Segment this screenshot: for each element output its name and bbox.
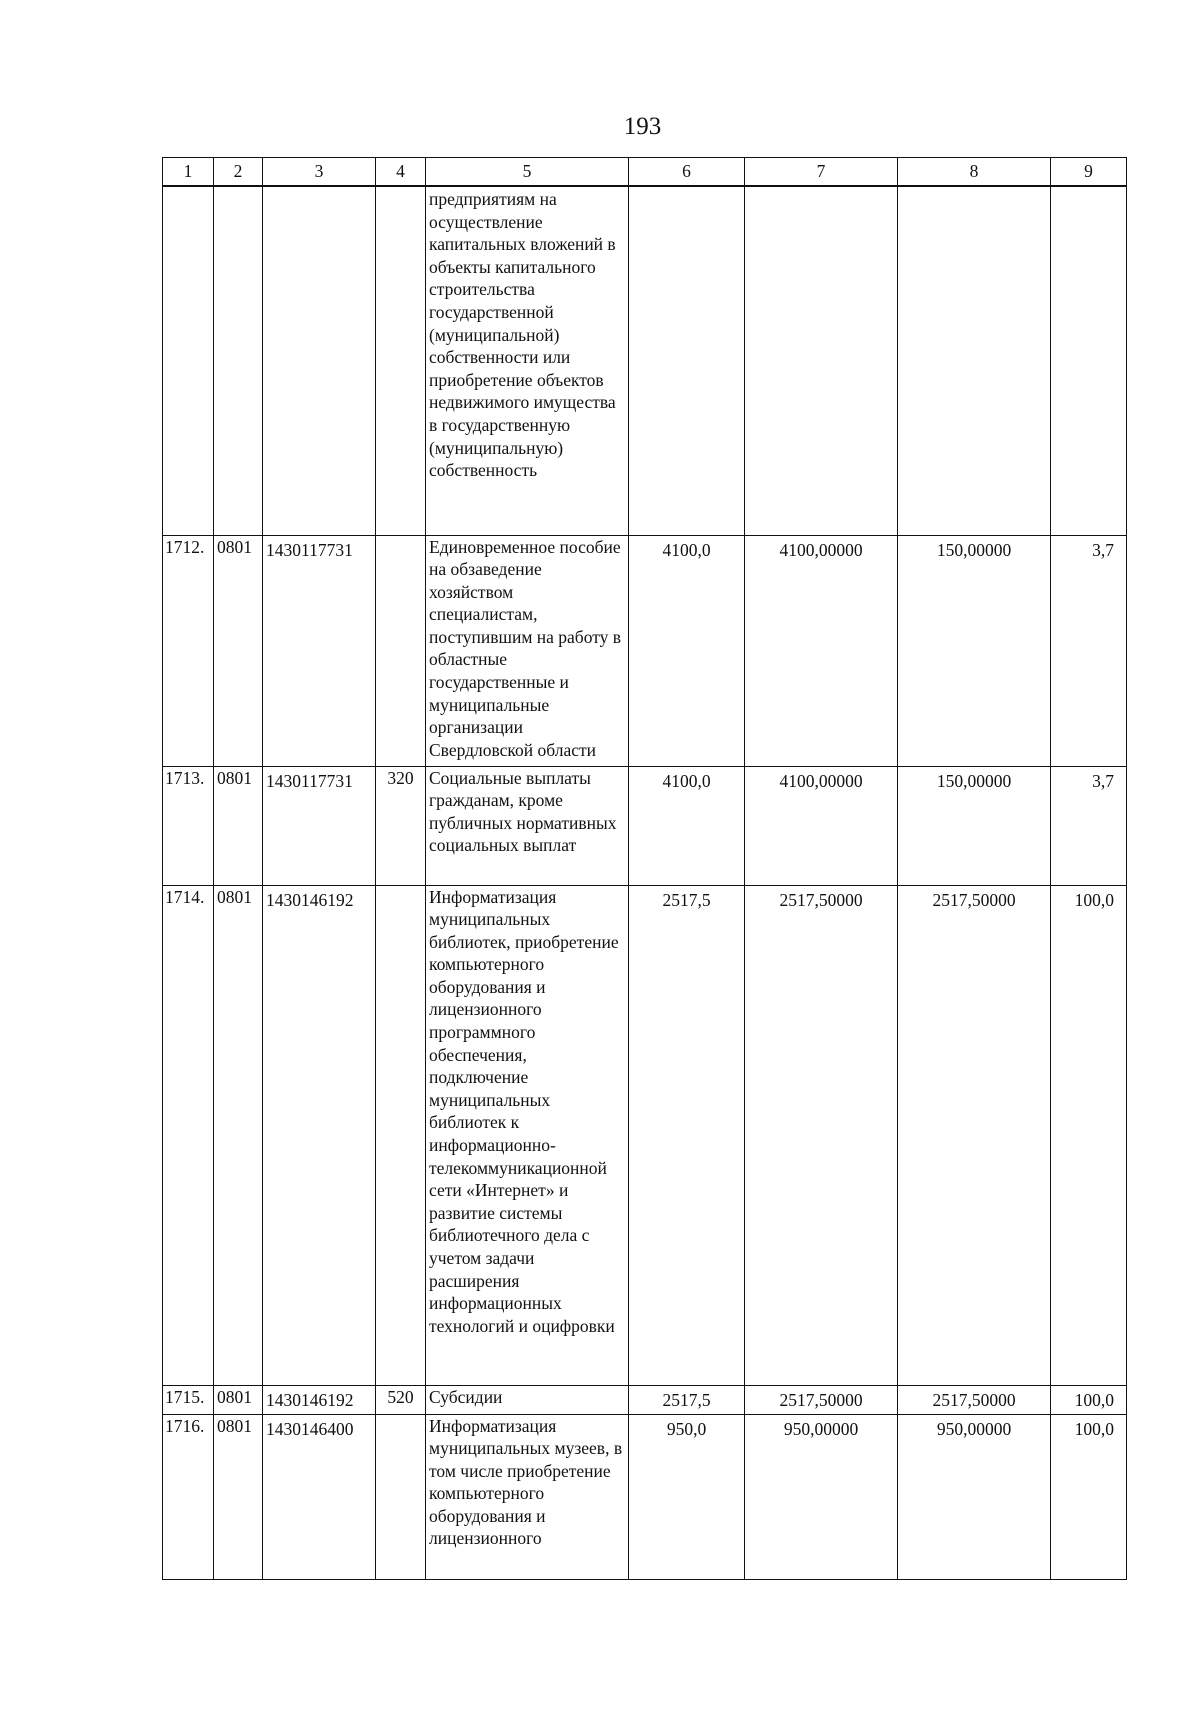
executed-amount-cell: 2517,50000 [898, 885, 1051, 1385]
description-cell: Социальные выплаты гражданам, кроме публичных нормативных социальных выплат [426, 766, 629, 885]
row-number-cell: 1712. [163, 535, 214, 766]
expense-type-cell: 520 [376, 1385, 426, 1414]
row-number-cell: 1713. [163, 766, 214, 885]
refined-amount-cell: 950,00000 [745, 1414, 898, 1579]
execution-percent-cell: 100,0 [1051, 1414, 1127, 1579]
table-row [163, 766, 1127, 885]
target-code-cell: 1430146192 [263, 1385, 376, 1414]
approved-amount-cell: 2517,5 [629, 1385, 745, 1414]
executed-amount-cell [898, 186, 1051, 535]
section-code-cell: 0801 [214, 1414, 263, 1579]
section-code-cell: 0801 [214, 1385, 263, 1414]
table-row [163, 535, 1127, 766]
row-number-cell: 1715. [163, 1385, 214, 1414]
row-number-cell [163, 186, 214, 535]
section-code-cell: 0801 [214, 885, 263, 1385]
section-code-cell: 0801 [214, 766, 263, 885]
execution-percent-cell: 3,7 [1051, 535, 1127, 766]
target-code-cell [263, 186, 376, 535]
execution-percent-cell [1051, 186, 1127, 535]
expense-type-cell [376, 885, 426, 1385]
column-header: 7 [745, 158, 898, 187]
execution-percent-cell: 3,7 [1051, 766, 1127, 885]
execution-percent-cell: 100,0 [1051, 1385, 1127, 1414]
page-number: 193 [623, 113, 662, 140]
column-header: 2 [214, 158, 263, 187]
executed-amount-cell: 150,00000 [898, 766, 1051, 885]
approved-amount-cell: 2517,5 [629, 885, 745, 1385]
refined-amount-cell: 4100,00000 [745, 535, 898, 766]
executed-amount-cell: 2517,50000 [898, 1385, 1051, 1414]
refined-amount-cell [745, 186, 898, 535]
column-header: 3 [263, 158, 376, 187]
table-row [163, 1385, 1127, 1414]
column-header: 1 [163, 158, 214, 187]
section-code-cell [214, 186, 263, 535]
target-code-cell: 1430146400 [263, 1414, 376, 1579]
description-cell: предприятиям на осуществление капитальных вложений в объекты капитального строительства государственной (муниципальной) собственности или приобретение объектов недвижимого имущества в государственную (муниципальную) собственность [426, 186, 629, 535]
approved-amount-cell [629, 186, 745, 535]
expense-type-cell [376, 1414, 426, 1579]
approved-amount-cell: 4100,0 [629, 535, 745, 766]
column-header: 9 [1051, 158, 1127, 187]
row-number-cell: 1716. [163, 1414, 214, 1579]
refined-amount-cell: 2517,50000 [745, 1385, 898, 1414]
approved-amount-cell: 4100,0 [629, 766, 745, 885]
executed-amount-cell: 150,00000 [898, 535, 1051, 766]
row-number-cell: 1714. [163, 885, 214, 1385]
executed-amount-cell: 950,00000 [898, 1414, 1051, 1579]
target-code-cell: 1430146192 [263, 885, 376, 1385]
target-code-cell: 1430117731 [263, 766, 376, 885]
section-code-cell: 0801 [214, 535, 263, 766]
description-cell: Единовременное пособие на обзаведение хозяйством специалистам, поступившим на работу в областные государственные и муниципальные организации Свердловской области [426, 535, 629, 766]
refined-amount-cell: 2517,50000 [745, 885, 898, 1385]
refined-amount-cell: 4100,00000 [745, 766, 898, 885]
table-header-row [163, 158, 1127, 187]
expense-type-cell [376, 535, 426, 766]
execution-percent-cell: 100,0 [1051, 885, 1127, 1385]
target-code-cell: 1430117731 [263, 535, 376, 766]
expense-type-cell: 320 [376, 766, 426, 885]
description-cell: Информатизация муниципальных музеев, в том числе приобретение компьютерного оборудования и лицензионного [426, 1414, 629, 1579]
description-cell: Субсидии [426, 1385, 629, 1414]
column-header: 4 [376, 158, 426, 187]
table-row [163, 1414, 1127, 1579]
expense-type-cell [376, 186, 426, 535]
column-header: 8 [898, 158, 1051, 187]
table-row [163, 885, 1127, 1385]
column-header: 6 [629, 158, 745, 187]
budget-table [162, 157, 1127, 1580]
table-row [163, 186, 1127, 535]
approved-amount-cell: 950,0 [629, 1414, 745, 1579]
description-cell: Информатизация муниципальных библиотек, приобретение компьютерного оборудования и лицензионного программного обеспечения, подключение муниципальных библиотек к информационно-телекоммуникационной сети «Интернет» и развитие системы библиотечного дела с учетом задачи расширения информационных технологий и оцифровки [426, 885, 629, 1385]
column-header: 5 [426, 158, 629, 187]
